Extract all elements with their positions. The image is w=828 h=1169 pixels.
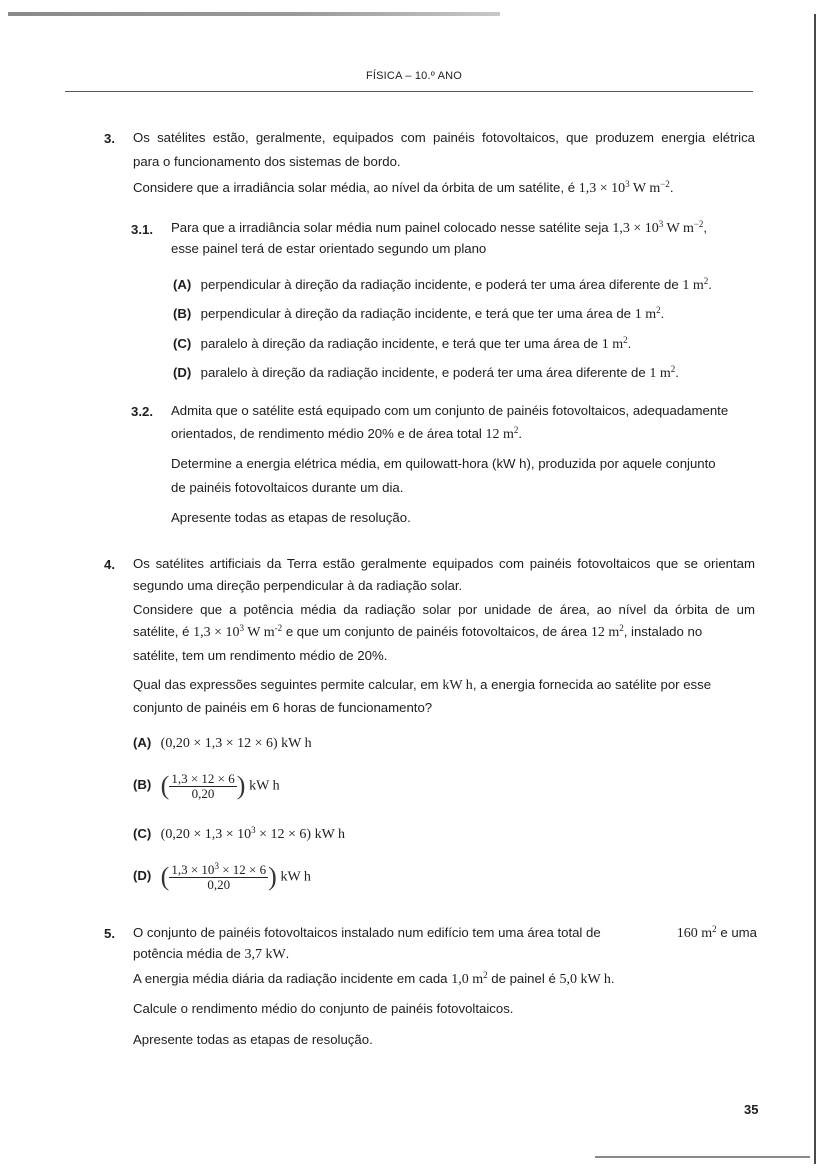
question-text: segundo uma direção perpendicular à da radiação solar. — [133, 578, 463, 593]
question-text: Calcule o rendimento médio do conjunto de painéis fotovoltaicos. — [133, 1001, 514, 1016]
question-number: 4. — [104, 557, 115, 572]
question-number: 3.2. — [131, 404, 153, 419]
page-number: 35 — [744, 1102, 759, 1117]
page-header-title: FÍSICA – 10.º ANO — [365, 70, 463, 82]
question-text: conjunto de painéis em 6 horas de funcionamento? — [133, 700, 433, 715]
option-a[interactable] — [133, 735, 312, 752]
question-text: Determine a energia elétrica média, em quilowatt-hora (kW h), produzida por aquele conjunto — [171, 456, 716, 471]
option-label: (D) — [133, 868, 152, 884]
instruction-text: Apresente todas as etapas de resolução. — [171, 510, 411, 525]
question-text: esse painel terá de estar orientado segundo um plano — [171, 241, 487, 256]
question-number: 5. — [104, 926, 115, 941]
question-text: para o funcionamento dos sistemas de bordo. — [133, 154, 401, 169]
question-text: Os satélites artificiais da Terra estão geralmente equipados com painéis fotovoltaicos que se orientam — [133, 556, 755, 571]
footer-rule — [595, 1156, 810, 1158]
question-text: Para que a irradiância solar média num painel colocado nesse satélite seja $1,3 \times 10^3$ W $m^{-2}$, — [171, 219, 708, 236]
option-label: (B) — [133, 777, 152, 793]
option-label: (D) — [173, 365, 192, 380]
fraction: $\frac{1,3 \times 10^3 \times 12 \times 6}{0,20}$ — [171, 860, 267, 892]
option-c[interactable]: (C) paralelo à direção da radiação incidente, e terá que ter uma área de 1 $m^2$. — [173, 335, 632, 352]
math-expression: (0,20 × 1,3 × 12 × 6) kW h — [160, 736, 312, 751]
option-label: (A) — [133, 735, 152, 750]
option-b[interactable]: (B) perpendicular à direção da radiação incidente, e terá que ter uma área de 1 $m^2$. — [173, 305, 665, 322]
question-text: Considere que a potência média da radiação solar por unidade de área, ao nível da órbita de um — [133, 602, 755, 617]
math-expression: $1,3 \times 10^3$ W $m^{-2}$ — [578, 179, 670, 196]
question-text: satélite, tem um rendimento médio de 20%. — [133, 648, 388, 663]
option-label: (A) — [173, 277, 192, 292]
option-d[interactable]: (D) ( $\frac{1,3 \times 10^3 \times 12 \times 6}{0,20}$ ) kW h — [133, 860, 311, 892]
option-label: (C) — [173, 336, 192, 351]
instruction-text: Apresente todas as etapas de resolução. — [133, 1032, 373, 1047]
scan-right-edge — [814, 14, 816, 1164]
scan-top-edge — [8, 12, 500, 16]
option-c[interactable] — [133, 826, 345, 843]
question-text: orientados, de rendimento médio 20% e de área total 12 $m^2$. — [171, 425, 523, 442]
question-text: Qual das expressões seguintes permite calcular, em kW h, a energia fornecida ao satélite por esse — [133, 677, 712, 693]
question-text: potência média de 3,7 kW. — [133, 946, 290, 962]
question-text: A energia média diária da radiação incidente em cada 1,0 $m^2$ de painel é 5,0 kW h. — [133, 970, 615, 987]
option-label: (B) — [173, 306, 192, 321]
question-number: 3.1. — [131, 222, 153, 237]
fraction: $\frac{1,3 \times 12 \times 6}{0,20}$ — [171, 770, 235, 801]
text: Considere que a irradiância solar média, ao nível da órbita de um satélite, é — [133, 180, 576, 195]
question-text: Considere que a irradiância solar média, ao nível da órbita de um satélite, é $1,3 \times 10^3$ W $m^{-2}$. — [133, 179, 674, 196]
option-label: (C) — [133, 826, 152, 841]
question-text: satélite, é $1,3 \times 10^3$ W $m^{-2}$ e que um conjunto de painéis fotovoltaicos, de área 12 $m^2$, instalado no — [133, 623, 703, 640]
question-text: Os satélites estão, geralmente, equipados com painéis fotovoltaicos, que produzem energia elétrica — [133, 130, 755, 145]
question-number: 3. — [104, 131, 115, 146]
math-expression: $(0,20 \times 1,3 \times 10^3 \times 12 \times 6)$ kW h — [160, 825, 346, 842]
option-b[interactable]: (B) ( $\frac{1,3 \times 12 \times 6}{0,20}$ ) kW h — [133, 770, 280, 801]
option-d[interactable]: (D) paralelo à direção da radiação incidente, e poderá ter uma área diferente de 1 $m^2$. — [173, 364, 679, 381]
question-text: Admita que o satélite está equipado com um conjunto de painéis fotovoltaicos, adequadamente — [171, 403, 729, 418]
question-text: de painéis fotovoltaicos durante um dia. — [171, 480, 404, 495]
header-rule — [65, 91, 753, 92]
option-a[interactable]: (A) perpendicular à direção da radiação incidente, e poderá ter uma área diferente de 1 $m^2$. — [173, 276, 712, 293]
question-text: O conjunto de painéis fotovoltaicos instalado num edifício tem uma área total de 160 $m^2$ e uma — [133, 924, 757, 941]
math-expression: $1,3 \times 10^3$ W $m^{-2}$ — [612, 219, 704, 236]
